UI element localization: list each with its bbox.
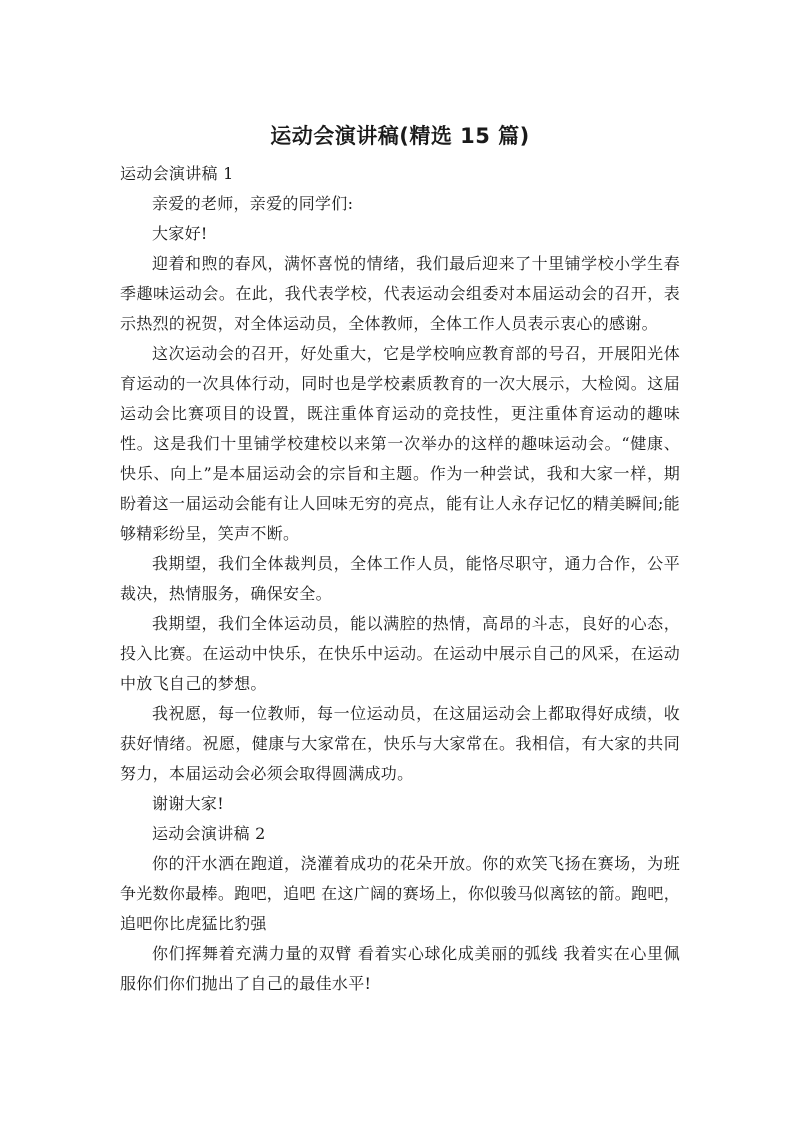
body-paragraph: 你们挥舞着充满力量的双臂 看着实心球化成美丽的弧线 我着实在心里佩服你们你们抛出了自己的最佳水平! xyxy=(120,944,680,993)
section-heading-1: 运动会演讲稿 1 xyxy=(120,164,234,183)
body-paragraph: 迎着和煦的春风，满怀喜悦的情绪，我们最后迎来了十里铺学校小学生春季趣味运动会。在此，我代表学校，代表运动会组委对本届运动会的召开，表示热烈的祝贺，对全体运动员，全体教师，全体工作人员表示衷心的感谢。 xyxy=(120,254,680,333)
document-body xyxy=(120,159,680,999)
hello-paragraph: 大家好! xyxy=(152,224,208,243)
greeting-paragraph: 亲爱的老师，亲爱的同学们: xyxy=(152,194,354,213)
document-title: 运动会演讲稿(精选 15 篇) xyxy=(270,124,530,148)
body-paragraph: 这次运动会的召开，好处重大，它是学校响应教育部的号召，开展阳光体育运动的一次具体行动，同时也是学校素质教育的一次大展示，大检阅。这届运动会比赛项目的设置，既注重体育运动的竞技性，更注重体育运动的趣味性。这是我们十里铺学校建校以来第一次举办的这样的趣味运动会。“健康、快乐、向上”是本届运动会的宗旨和主题。作为一种尝试，我和大家一样，期盼着这一届运动会能有让人回味无穷的亮点，能有让人永存记忆的精美瞬间;能够精彩纷呈，笑声不断。 xyxy=(120,344,680,543)
body-paragraph: 我期望，我们全体裁判员，全体工作人员，能恪尽职守，通力合作，公平裁决，热情服务，确保安全。 xyxy=(120,554,680,603)
thanks-paragraph: 谢谢大家! xyxy=(152,794,224,813)
section-heading-2: 运动会演讲稿 2 xyxy=(152,824,266,843)
body-paragraph: 你的汗水洒在跑道，浇灌着成功的花朵开放。你的欢笑飞扬在赛场，为班争光数你最棒。跑吧，追吧 在这广阔的赛场上，你似骏马似离铉的箭。跑吧，追吧你比虎猛比豹强 xyxy=(120,854,680,933)
body-paragraph: 我祝愿，每一位教师，每一位运动员，在这届运动会上都取得好成绩，收获好情绪。祝愿，健康与大家常在，快乐与大家常在。我相信，有大家的共同努力，本届运动会必须会取得圆满成功。 xyxy=(120,704,680,783)
body-paragraph: 我期望，我们全体运动员，能以满腔的热情，高昂的斗志，良好的心态，投入比赛。在运动中快乐，在快乐中运动。在运动中展示自己的风采，在运动中放飞自己的梦想。 xyxy=(120,614,680,693)
